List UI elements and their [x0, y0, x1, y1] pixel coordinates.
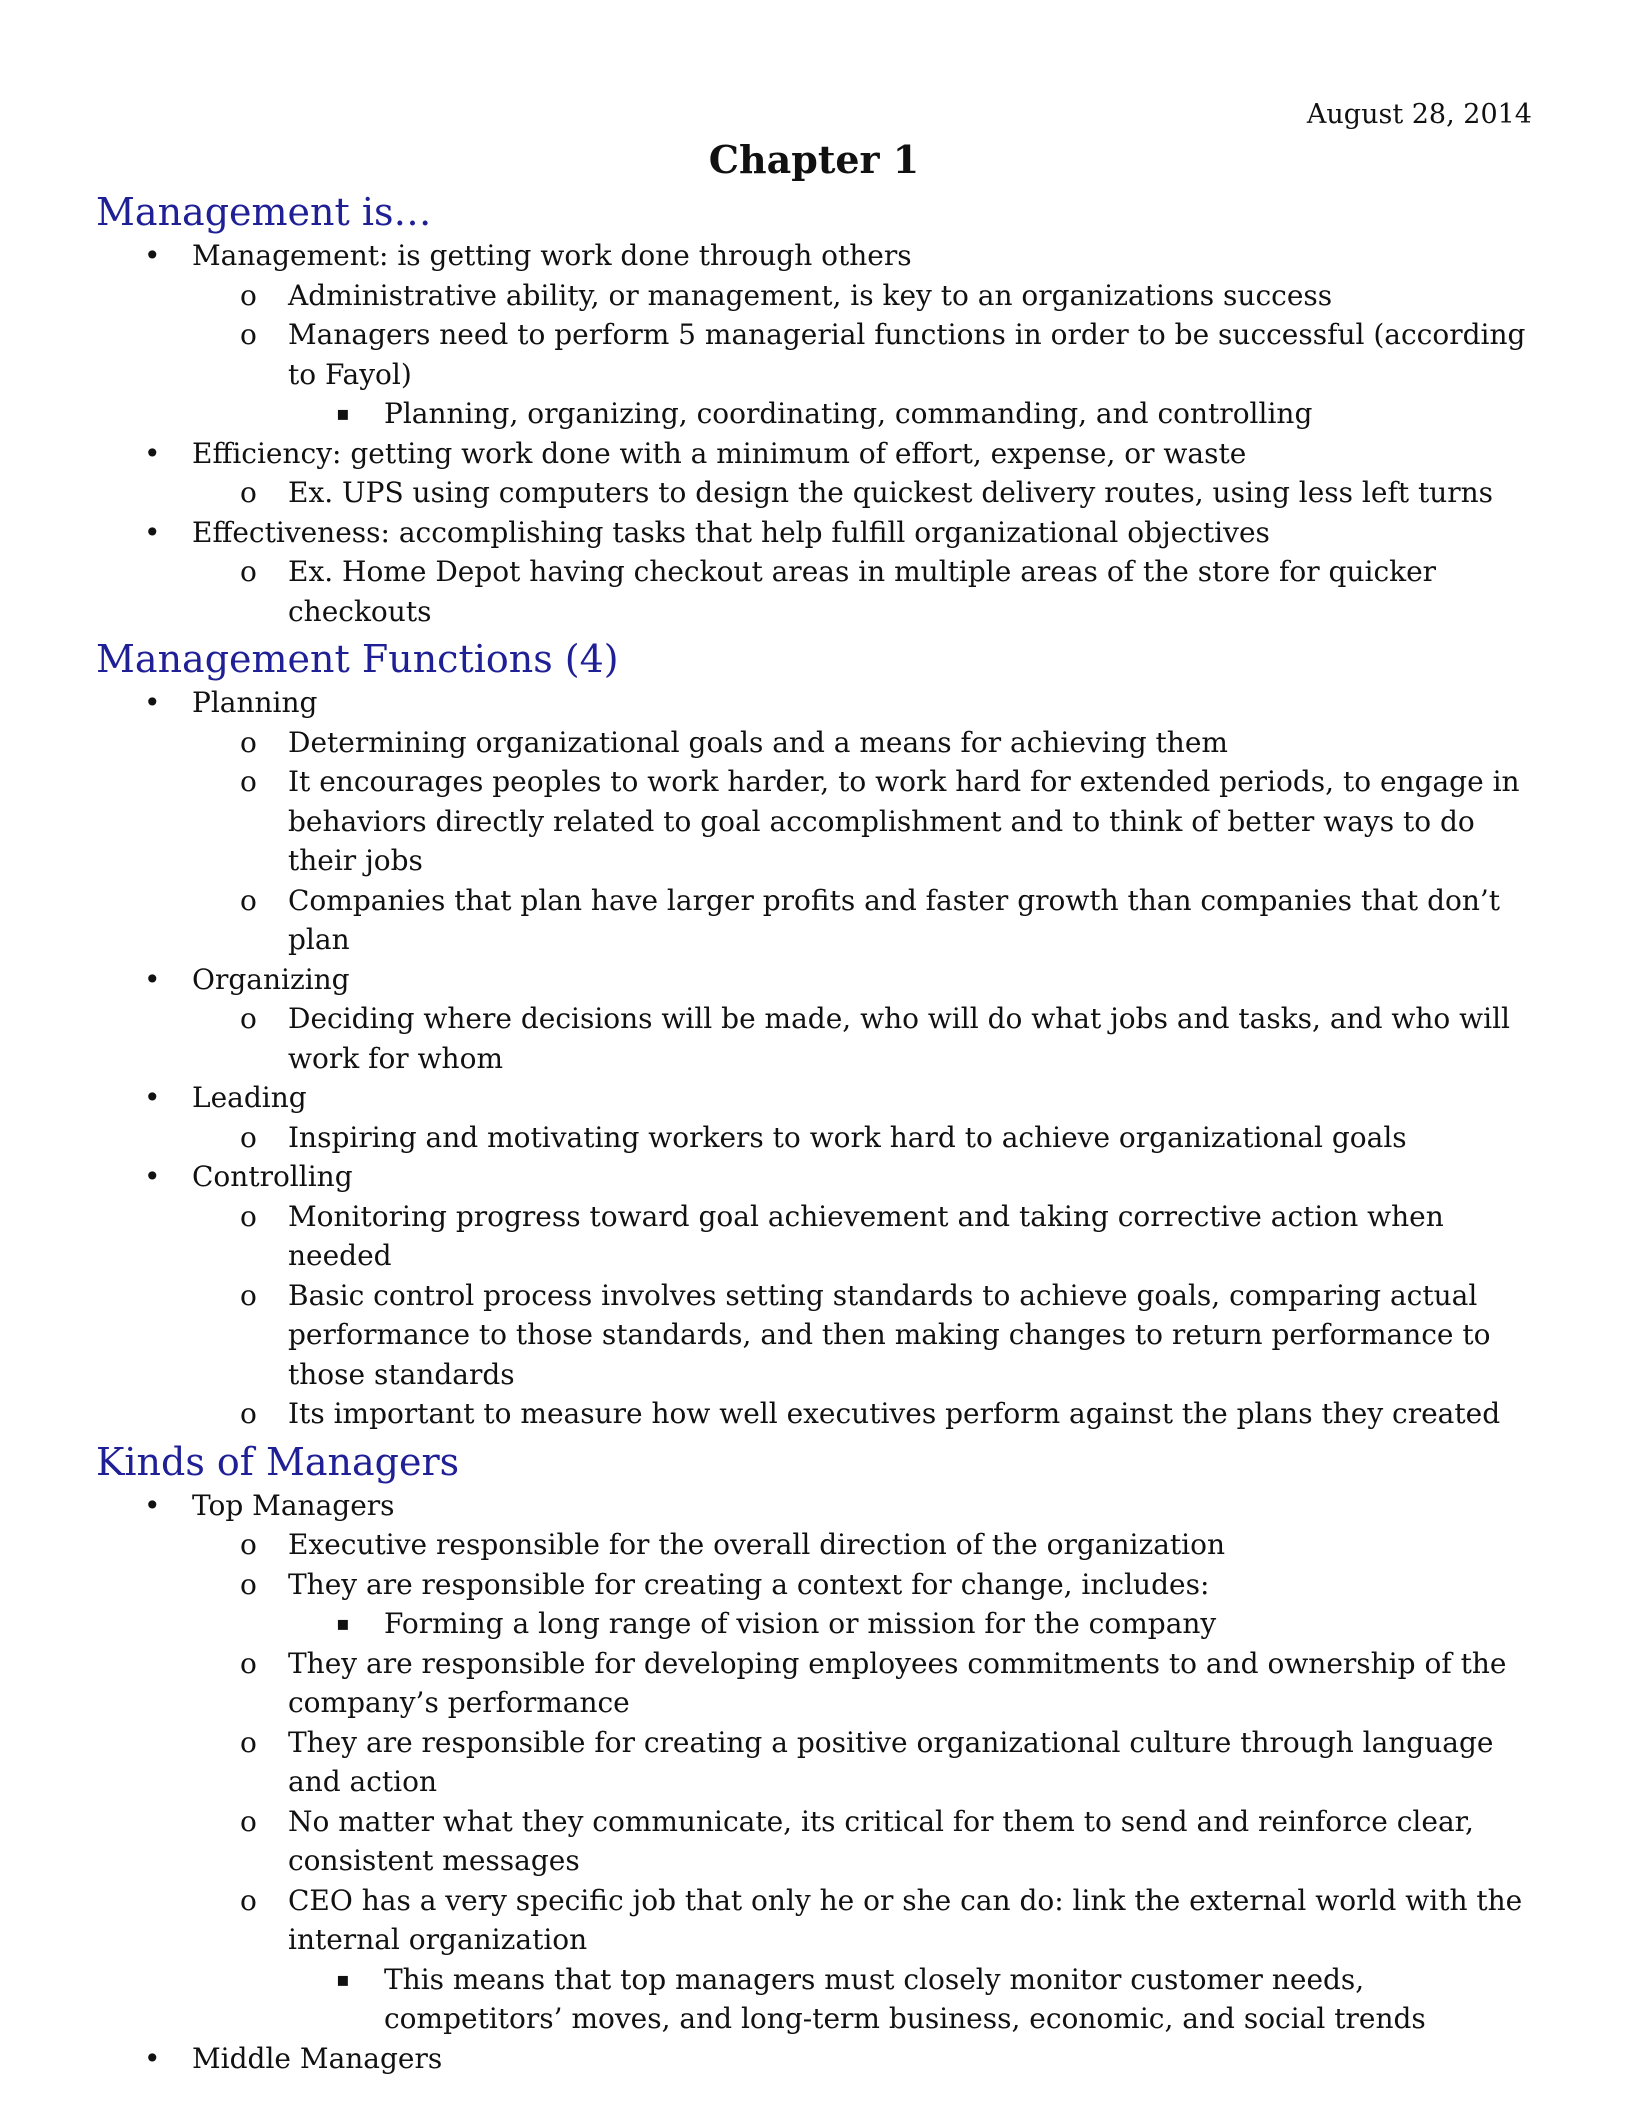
outline-item-level-1 [96, 1078, 1532, 1157]
outline-level-2-list [96, 276, 1532, 434]
bullet-text: Efficiency: getting work done with a minimum of effort, expense, or waste [192, 436, 1247, 470]
section-management-functions-4 [96, 635, 1532, 1434]
bullet-text: Determining organizational goals and a means for achieving them [288, 725, 1228, 759]
bullet-text: Middle Managers [192, 2041, 443, 2075]
section-heading: Management Functions (4) [96, 637, 619, 681]
bullet-marker-level-2: o [240, 1883, 257, 1917]
bullet-marker-level-2: o [240, 278, 257, 312]
bullet-marker-level-1: • [144, 686, 161, 719]
bullet-marker-level-2: o [240, 1567, 257, 1601]
outline-item-level-2 [96, 1723, 1532, 1802]
bullet-text: Monitoring progress toward goal achievement and taking corrective action when needed [288, 1199, 1444, 1272]
bullet-text: Managers need to perform 5 managerial functions in order to be successful (according to Fayol) [288, 318, 1526, 391]
bullet-text: Forming a long range of vision or mission for the company [384, 1607, 1217, 1640]
outline-row [96, 236, 1532, 276]
outline-row [96, 1525, 1532, 1565]
bullet-marker-level-2: o [240, 555, 257, 588]
outline-item-level-2 [96, 1881, 1532, 2039]
bullet-marker-level-2: o [240, 1397, 257, 1430]
outline-row [96, 1960, 1532, 2039]
outline-item-level-2 [96, 1802, 1532, 1881]
bullet-text: They are responsible for creating a context for change, includes: [288, 1567, 1210, 1601]
outline-item-level-1 [96, 236, 1532, 434]
bullet-marker-level-2: o [240, 765, 257, 798]
section-kinds-of-managers [96, 1438, 1532, 2079]
bullet-text: Planning, organizing, coordinating, commanding, and controlling [384, 397, 1313, 430]
outline-item-level-1 [96, 960, 1532, 1079]
outline-item-level-2 [96, 552, 1532, 631]
bullet-text: Management: is getting work done through others [192, 239, 912, 272]
bullet-text: Ex. Home Depot having checkout areas in multiple areas of the store for quicker checkouts [288, 555, 1437, 628]
bullet-text: Its important to measure how well executives perform against the plans they created [288, 1397, 1501, 1430]
bullet-text: CEO has a very specific job that only he or she can do: link the external world with the internal organization [288, 1883, 1523, 1956]
bullet-marker-level-2: o [240, 725, 257, 759]
bullet-text: Inspiring and motivating workers to work hard to achieve organizational goals [288, 1120, 1407, 1154]
outline-row [96, 723, 1532, 763]
outline-item-level-2 [96, 473, 1532, 513]
bullet-text: Organizing [192, 962, 350, 996]
outline-row [96, 1197, 1532, 1276]
outline-level-2-list [96, 723, 1532, 960]
outline-item-level-2 [96, 1118, 1532, 1158]
bullet-marker-level-2: o [240, 883, 257, 917]
outline-row [96, 1078, 1532, 1118]
outline-row [96, 762, 1532, 881]
bullet-marker-level-1: • [144, 2041, 161, 2075]
bullet-text: This means that top managers must closely monitor customer needs, competitors’ moves, and long-term business, economic, and social trends [384, 1962, 1426, 2035]
outline-row [96, 1486, 1532, 1526]
bullet-marker-level-2: o [240, 476, 257, 509]
outline-level-2-list [96, 999, 1532, 1078]
outline-item-level-2 [96, 1394, 1532, 1434]
outline-level-2-list [96, 1525, 1532, 2039]
outline-row [96, 1802, 1532, 1881]
bullet-marker-level-1: • [144, 1081, 161, 1114]
outline-level-2-list [96, 1118, 1532, 1158]
bullet-marker-level-2: o [240, 1528, 257, 1561]
outline-level-2-list [96, 473, 1532, 513]
outline-item-level-3 [96, 1960, 1532, 2039]
outline-level-2-list [96, 552, 1532, 631]
outline-item-level-2 [96, 999, 1532, 1078]
outline-item-level-2 [96, 1644, 1532, 1723]
outline-item-level-2 [96, 315, 1532, 434]
bullet-text: Planning [192, 686, 318, 719]
outline-row [96, 315, 1532, 394]
bullet-marker-level-1: • [144, 1488, 161, 1522]
bullet-text: Basic control process involves setting standards to achieve goals, comparing actual performance to those standards, and then making changes to return performance to those standards [288, 1278, 1491, 1391]
outline-row [96, 473, 1532, 513]
outline-row [96, 999, 1532, 1078]
bullet-text: Administrative ability, or management, is key to an organizations success [288, 278, 1333, 312]
bullet-marker-level-1: • [144, 436, 161, 470]
outline-item-level-2 [96, 1276, 1532, 1395]
outline-row [96, 513, 1532, 553]
outline-item-level-3 [96, 1604, 1532, 1644]
bullet-text: Leading [192, 1081, 307, 1114]
bullet-marker-level-2: o [240, 1725, 257, 1759]
outline-item-level-1 [96, 2039, 1532, 2079]
bullet-text: Executive responsible for the overall direction of the organization [288, 1528, 1226, 1561]
outline-row [96, 1644, 1532, 1723]
outline-item-level-2 [96, 723, 1532, 763]
outline-item-level-3 [96, 394, 1532, 434]
outline-row [96, 1157, 1532, 1197]
outline-level-1-list [96, 1486, 1532, 2079]
bullet-marker-level-2: o [240, 318, 257, 351]
outline-row [96, 1394, 1532, 1434]
outline-item-level-1 [96, 683, 1532, 960]
outline-row [96, 394, 1532, 434]
bullet-marker-level-2: o [240, 1278, 257, 1312]
outline-row [96, 1276, 1532, 1395]
outline-level-1-list [96, 683, 1532, 1434]
notes-body [96, 188, 1532, 2078]
outline-item-level-2 [96, 881, 1532, 960]
outline-item-level-2 [96, 762, 1532, 881]
outline-row [96, 1118, 1532, 1158]
outline-item-level-2 [96, 1525, 1532, 1565]
outline-row [96, 881, 1532, 960]
outline-row [96, 960, 1532, 1000]
outline-level-3-list [96, 394, 1532, 434]
bullet-marker-level-2: o [240, 1002, 257, 1035]
section-management-is [96, 188, 1532, 631]
outline-row [96, 434, 1532, 474]
outline-item-level-2 [96, 1565, 1532, 1644]
bullet-text: They are responsible for creating a positive organizational culture through language and action [288, 1725, 1494, 1798]
bullet-marker-level-2: o [240, 1199, 257, 1233]
outline-row [96, 683, 1532, 723]
bullet-text: No matter what they communicate, its critical for them to send and reinforce clear, consistent messages [288, 1804, 1474, 1877]
bullet-text: Effectiveness: accomplishing tasks that help fulfill organizational objectives [192, 515, 1270, 549]
section-heading: Kinds of Managers [96, 1439, 460, 1484]
bullet-marker-level-1: • [144, 515, 161, 549]
bullet-text: Deciding where decisions will be made, who will do what jobs and tasks, and who will work for whom [288, 1002, 1510, 1075]
outline-item-level-2 [96, 276, 1532, 316]
outline-item-level-2 [96, 1197, 1532, 1276]
outline-row [96, 1723, 1532, 1802]
bullet-marker-level-2: o [240, 1120, 257, 1154]
bullet-marker-level-3: ▪ [336, 1611, 350, 1635]
bullet-text: Ex. UPS using computers to design the quickest delivery routes, using less left turns [288, 476, 1494, 509]
bullet-marker-level-1: • [144, 1160, 161, 1193]
outline-row [96, 552, 1532, 631]
bullet-text: Companies that plan have larger profits and faster growth than companies that don’t plan [288, 883, 1501, 956]
document-date: August 28, 2014 [1306, 99, 1532, 130]
outline-level-3-list [96, 1960, 1532, 2039]
outline-level-3-list [96, 1604, 1532, 1644]
outline-item-level-1 [96, 1486, 1532, 2039]
outline-level-2-list [96, 1197, 1532, 1434]
bullet-marker-level-3: ▪ [336, 1966, 350, 1991]
outline-item-level-1 [96, 434, 1532, 513]
bullet-marker-level-2: o [240, 1804, 257, 1838]
outline-row [96, 1604, 1532, 1644]
bullet-text: It encourages peoples to work harder, to work hard for extended periods, to engage in behaviors directly related to goal accomplishment and to think of better ways to do their jobs [288, 765, 1520, 877]
document-title: Chapter 1 [708, 137, 920, 182]
bullet-marker-level-3: ▪ [336, 401, 350, 425]
outline-row [96, 276, 1532, 316]
bullet-marker-level-1: • [144, 239, 161, 272]
section-heading: Management is… [96, 190, 432, 234]
bullet-text: Controlling [192, 1160, 353, 1193]
bullet-marker-level-2: o [240, 1646, 257, 1680]
bullet-text: They are responsible for developing employees commitments to and ownership of the company’s performance [288, 1646, 1507, 1719]
outline-item-level-1 [96, 1157, 1532, 1434]
outline-row [96, 1881, 1532, 1960]
bullet-marker-level-1: • [144, 962, 161, 996]
outline-row [96, 2039, 1532, 2079]
outline-row [96, 1565, 1532, 1605]
outline-level-1-list [96, 236, 1532, 631]
bullet-text: Top Managers [192, 1488, 395, 1522]
outline-item-level-1 [96, 513, 1532, 632]
